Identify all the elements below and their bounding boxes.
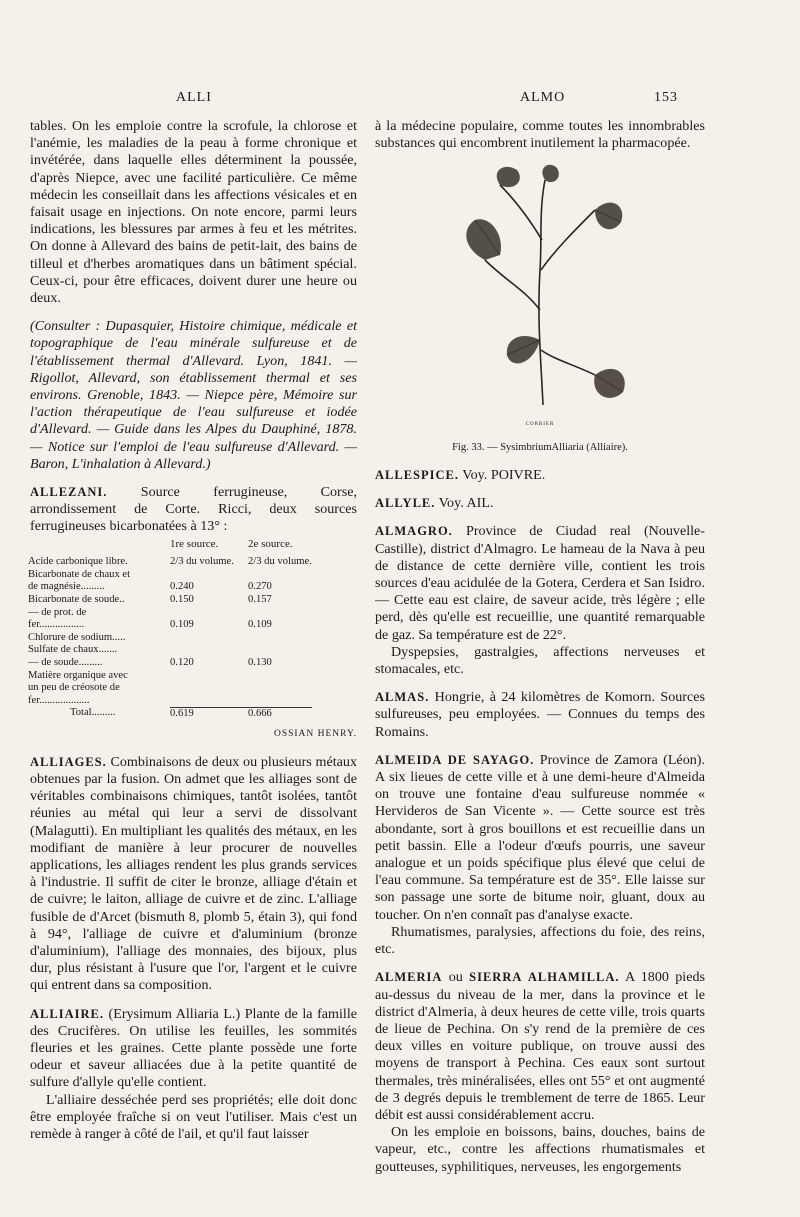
row-label: un peu de créosote de [28, 682, 120, 694]
paragraph: On les emploie en boissons, bains, douches, bains de vapeur, etc., contre les affections rhumatismales et goutteuses, syphilitiques, nerveuses, les engorgements [375, 1124, 705, 1175]
plant-illustration [445, 160, 635, 410]
cell-value [170, 632, 248, 645]
cell-value [170, 695, 248, 708]
references: (Consulter : Dupasquier, Histoire chimique, médicale et topographique de l'eau minérale sulfureuse et de l'établissement thermal d'Allevard. Lyon, 1841. — Rigollot, Allevard, son établissement thermal et ses environs. Grenoble, 1843. — Niepce père, Mémoire sur l'action thérapeutique de l'eau sulfureuse et iodée d'Allevard. — Guide dans les Alpes du Dauphiné, 1878. — Notice sur l'emploi de l'eau sulfureuse d'Allevard. — Baron, L'inhalation à Allevard.) [30, 318, 357, 472]
entry-head: ALMAGRO. [375, 524, 453, 539]
row-label: Chlorure de sodium..... [28, 631, 126, 643]
cell-value: 0.157 [248, 594, 272, 606]
entry-body: (Erysimum Alliaria L.) Plante de la famille des Crucifères. On utilise les feuilles, les sommités fleuries et les graines. Cette plante possède une forte odeur et saveur alliacées due à la petite quantité de sulfure d'allyle qu'elle contient. [30, 1005, 357, 1091]
table-row [28, 607, 312, 620]
entry-allespice [375, 467, 705, 484]
entry-head: ALLEZANI. [30, 485, 108, 500]
entry-allyle [375, 495, 705, 512]
table-row [28, 594, 312, 607]
entry-head: ALMERIA [375, 970, 443, 985]
cell-value: 0.270 [248, 581, 272, 593]
row-label: Bicarbonate de soude.. [28, 594, 125, 606]
paragraph: tables. On les emploie contre la scrofule, la chlorose et l'anémie, les maladies de la peau à forme chronique et invétérée, dans laquelle elles déterminent la poussée, d'après Niepce, avec une facilité particulière. Ce même médecin les conseillait dans les affections vésicales et en faisait usage en injections. On note encore, parmi leurs indications, les blessures par armes à feu et les métrites. On donne à Allevard des bains de petit-lait, des bains de tilleul et d'herbes aromatiques dans un bâtiment spécial. Ceux-ci, pour être efficaces, doivent durer une heure ou deux. [30, 118, 357, 307]
cell-value: 0.120 [170, 657, 194, 669]
entry-allezani [30, 484, 357, 536]
entry-head: ALMAS. [375, 690, 430, 705]
right-column [375, 118, 705, 1176]
cell-value [170, 682, 248, 695]
entry-connector: ou [448, 969, 463, 986]
cell-value [170, 644, 248, 657]
column-header: 1re source. [170, 537, 219, 550]
column-header: 2e source. [248, 537, 293, 550]
total-label: Total......... [70, 707, 116, 719]
table-row [28, 556, 312, 569]
entry-body: Voy. POIVRE. [462, 467, 546, 484]
cell-value [248, 682, 312, 695]
row-label: Sulfate de chaux....... [28, 644, 118, 656]
cell-value: 2/3 du volume. [170, 556, 234, 568]
left-column [30, 118, 357, 1143]
table-row [28, 632, 312, 645]
cell-value: 0.109 [248, 619, 272, 631]
paragraph: à la médecine populaire, comme toutes les innombrables substances qui encombrent inutilement la pharmacopée. [375, 118, 705, 152]
entry-almas [375, 689, 705, 741]
entry-head: ALLIAIRE. [30, 1006, 104, 1021]
cell-value: 0.130 [248, 657, 272, 669]
running-head-left: ALLI [176, 90, 212, 105]
cell-value [248, 644, 312, 657]
row-label: fer................. [28, 619, 85, 631]
cell-value: 0.150 [170, 594, 194, 606]
row-label: Matière organique avec [28, 669, 128, 681]
row-label: — de prot. de [28, 606, 87, 618]
cell-value [248, 569, 312, 582]
table-row [28, 581, 312, 594]
table-row [28, 569, 312, 582]
entry-body: Province de Zamora (Léon). A six lieues de cette ville et à une demi-heure d'Almeida on trouve une fontaine d'eau sulfureuse nommée « Hervideros de San Vicente ». — Cette source est très abondante, sort à gros bouillons et est recueillie dans un petit bassin. Elle a l'odeur d'œufs pourris, une saveur analogue et un poids spécifique plus élevé que celui de l'eau commune. Sa température est de 35°. Elle laisse sur son passage une sorte de bitume noir, gluant, doux au toucher. On n'en connaît pas d'analyse exacte. [375, 751, 705, 923]
total-value: 0.619 [170, 707, 248, 720]
total-value: 0.666 [248, 707, 312, 720]
cell-value: 0.240 [170, 581, 194, 593]
cell-value [170, 607, 248, 620]
table-row [28, 670, 312, 683]
cell-value: 2/3 du volume. [248, 556, 312, 568]
analysis-table [28, 538, 312, 721]
row-label: de magnésie......... [28, 581, 105, 593]
entry-almeida [375, 752, 705, 924]
table-row [28, 695, 312, 708]
entry-head: ALLYLE. [375, 496, 436, 511]
paragraph: Rhumatismes, paralysies, affections du foie, des reins, etc. [375, 923, 705, 958]
paragraph: L'alliaire desséchée perd ses propriétés; elle doit donc être employée fraîche si on veut l'utiliser. Mais c'est un remède à ranger à côté de l'ail, et qu'il faut laisser [30, 1091, 357, 1142]
entry-head: SIERRA ALHAMILLA. [469, 970, 620, 985]
entry-body: Combinaisons de deux ou plusieurs métaux obtenues par la fusion. On admet que les alliages sont de véritables combinaisons chimiques, tantôt isolées, tantôt réunies au métal qui leur a servi de dissolvant (Malagutti). En multipliant les qualités des métaux, en les modifiant de manière à leur procurer de nouvelles applications, les alliages rendent les plus grands services à l'industrie. Il suffit de citer le bronze, alliage d'étain et de cuivre; le laiton, alliage de cuivre et de zinc. L'alliage fusible de d'Arcet (bismuth 8, plomb 5, étain 3), qui fond à 94°, l'alliage de cuivre et d'aluminium (bronze d'aluminium), l'alliage des monnaies, des bijoux, plus dur, plus résistant à l'usure que l'or, l'argent et le cuivre qui entrent dans sa composition. [30, 753, 358, 994]
entry-head: ALLESPICE. [375, 468, 459, 483]
row-label: fer................... [28, 694, 90, 706]
entry-head: ALLIAGES. [30, 754, 107, 769]
entry-body: A 1800 pieds au-dessus du niveau de la mer, dans la province et le district d'Almeria, à deux heures de cette ville, trois quarts de lieue de Pechina. On s'y rend de la première de ces deux villes en voiture publique, on trouve aussi des moyens de transport à Pechina. Ces eaux sont surtout thermales, très minéralisées, elles ont 55° et ont augmenté de 3 degrés depuis le tremblement de terre de 1865. Leur débit est aussi considérablement accru. [375, 969, 705, 1123]
cell-value [248, 607, 312, 620]
cell-value: 0.109 [170, 619, 194, 631]
entry-body: Province de Ciudad real (Nouvelle-Castille), district d'Almagro. Le hameau de la Nava à peu de distance de cette dernière ville, contient les trois sources d'eau acidulée de la Gotera, Cerdera et San Isidro. — Cette eau est claire, de saveur acide, très légère ; elle perd, dès qu'elle est recueillie, une quantité remarquable de gaz. Sa température est de 22°. [375, 523, 705, 643]
table-row [28, 682, 312, 695]
engraver-mark: CORBIER [525, 421, 555, 427]
entry-alliages [30, 754, 357, 995]
table-total-row [28, 707, 312, 720]
entry-body: Voy. AIL. [438, 495, 494, 512]
figure [375, 160, 705, 432]
running-head-right: ALMO [520, 90, 566, 105]
entry-almeria [375, 969, 705, 1124]
figure-caption: Fig. 33. — SysimbriumAlliaria (Alliaire). [452, 441, 628, 453]
entry-alliaire [30, 1006, 357, 1092]
table-row [28, 619, 312, 632]
row-label: — de soude......... [28, 657, 103, 669]
entry-almagro [375, 523, 705, 643]
entry-head: ALMEIDA DE SAYAGO. [375, 752, 535, 767]
cell-value [248, 632, 312, 645]
cell-value [170, 569, 248, 582]
page-number: 153 [654, 90, 678, 105]
entry-body: Source ferrugineuse, Corse, arrondissement de Corte. Ricci, deux sources ferrugineuses bicarbonatées à 13° : [30, 484, 357, 535]
cell-value [170, 670, 248, 683]
row-label: Bicarbonate de chaux et [28, 568, 131, 580]
table-row [28, 657, 312, 670]
entry-body: Hongrie, à 24 kilomètres de Komorn. Sources sulfureuses, peu employées. — Connues du temps des Romains. [375, 689, 705, 740]
paragraph: Dyspepsies, gastralgies, affections nerveuses et stomacales, etc. [375, 643, 705, 678]
signature: OSSIAN HENRY. [273, 729, 357, 740]
cell-value [248, 695, 312, 708]
row-label: Acide carbonique libre. [28, 556, 128, 568]
cell-value [248, 670, 312, 683]
table-row [28, 644, 312, 657]
